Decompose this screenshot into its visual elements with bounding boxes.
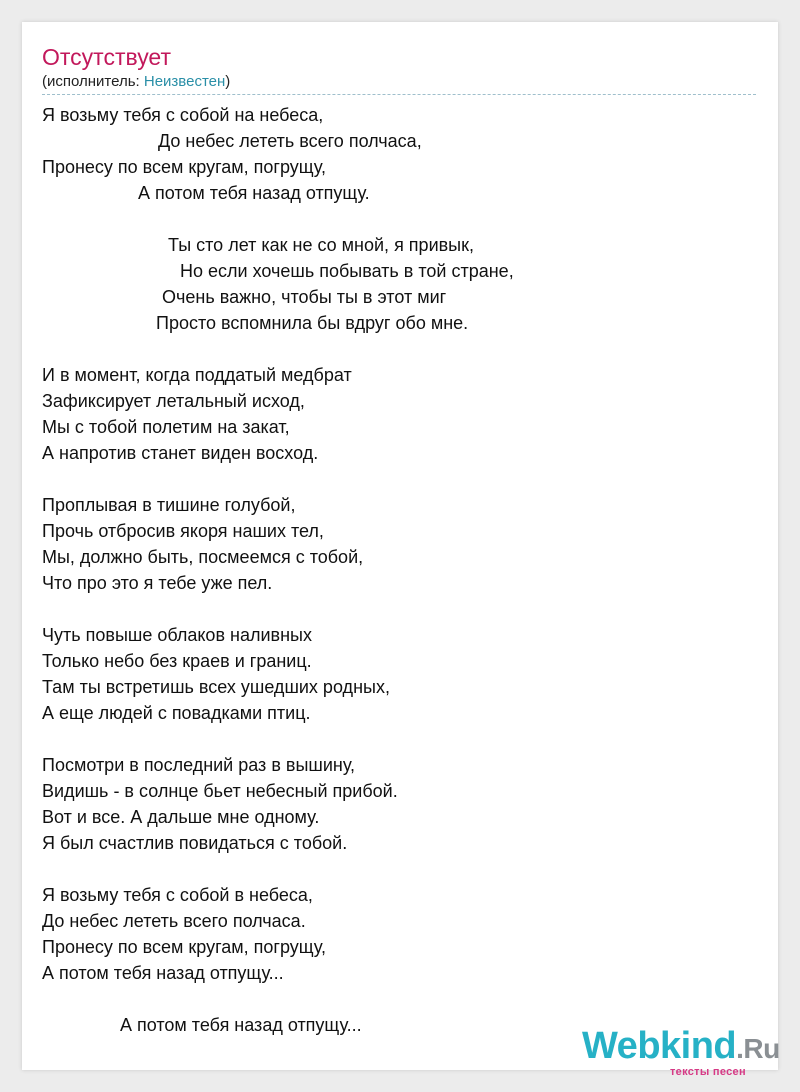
lyric-line: Но если хочешь побывать в той стране, bbox=[180, 261, 514, 281]
lyric-line: Просто вспомнила бы вдруг обо мне. bbox=[156, 313, 469, 333]
lyric-line: Видишь - в солнце бьет небесный прибой. bbox=[42, 781, 398, 801]
lyric-line: Мы с тобой полетим на закат, bbox=[42, 417, 290, 437]
lyric-line: Прочь отбросив якоря наших тел, bbox=[42, 521, 324, 541]
webkind-logo[interactable] bbox=[582, 1024, 782, 1078]
lyric-line: А потом тебя назад отпущу. bbox=[138, 183, 370, 203]
lyric-line: Ты сто лет как не со мной, я привык, bbox=[168, 235, 474, 255]
lyric-line: И в момент, когда поддатый медбрат bbox=[42, 365, 352, 385]
lyric-line: Только небо без краев и границ. bbox=[42, 651, 312, 671]
lyric-line: Чуть повыше облаков наливных bbox=[42, 625, 312, 645]
logo-main-text: Webkind bbox=[582, 1025, 737, 1067]
lyric-line: Мы, должно быть, посмеемся с тобой, bbox=[42, 547, 364, 567]
lyric-line: Там ты встретишь всех ушедших родных, bbox=[42, 677, 390, 697]
lyric-line: Проплывая в тишине голубой, bbox=[42, 495, 296, 515]
lyric-line: Пронесу по всем кругам, погрущу, bbox=[42, 937, 327, 957]
logo-suffix: .Ru bbox=[736, 1033, 780, 1064]
artist-link[interactable]: Неизвестен bbox=[143, 73, 226, 90]
lyric-line: До небес лететь всего полчаса, bbox=[158, 131, 422, 151]
artist-prefix: (исполнитель: bbox=[42, 73, 144, 90]
lyric-line: Я возьму тебя с собой в небеса, bbox=[42, 885, 313, 905]
lyric-line: А еще людей с повадками птиц. bbox=[42, 703, 311, 723]
lyrics-card bbox=[22, 22, 780, 1078]
title-divider bbox=[42, 94, 756, 95]
lyric-line: Вот и все. А дальше мне одному. bbox=[42, 807, 320, 827]
lyric-line: Я был счастлив повидаться с тобой. bbox=[42, 833, 348, 853]
song-title: Отсутствует bbox=[42, 44, 171, 70]
logo-tagline: тексты песен bbox=[670, 1066, 746, 1078]
lyric-line: Пронесу по всем кругам, погрущу, bbox=[42, 157, 327, 177]
lyric-line: Посмотри в последний раз в вышину, bbox=[42, 755, 356, 775]
lyric-line: Что про это я тебе уже пел. bbox=[42, 573, 273, 593]
lyric-line: А потом тебя назад отпущу... bbox=[120, 1015, 362, 1035]
lyric-line: Я возьму тебя с собой на небеса, bbox=[42, 105, 324, 125]
artist-line bbox=[42, 72, 230, 92]
lyric-line: А потом тебя назад отпущу... bbox=[42, 963, 284, 983]
lyric-line: А напротив станет виден восход. bbox=[42, 443, 319, 463]
lyric-line: Очень важно, чтобы ты в этот миг bbox=[162, 287, 447, 307]
artist-suffix: ) bbox=[225, 73, 231, 90]
logo-wordmark bbox=[582, 1024, 780, 1071]
lyric-line: Зафиксирует летальный исход, bbox=[42, 391, 305, 411]
lyric-line: До небес лететь всего полчаса. bbox=[42, 911, 306, 931]
